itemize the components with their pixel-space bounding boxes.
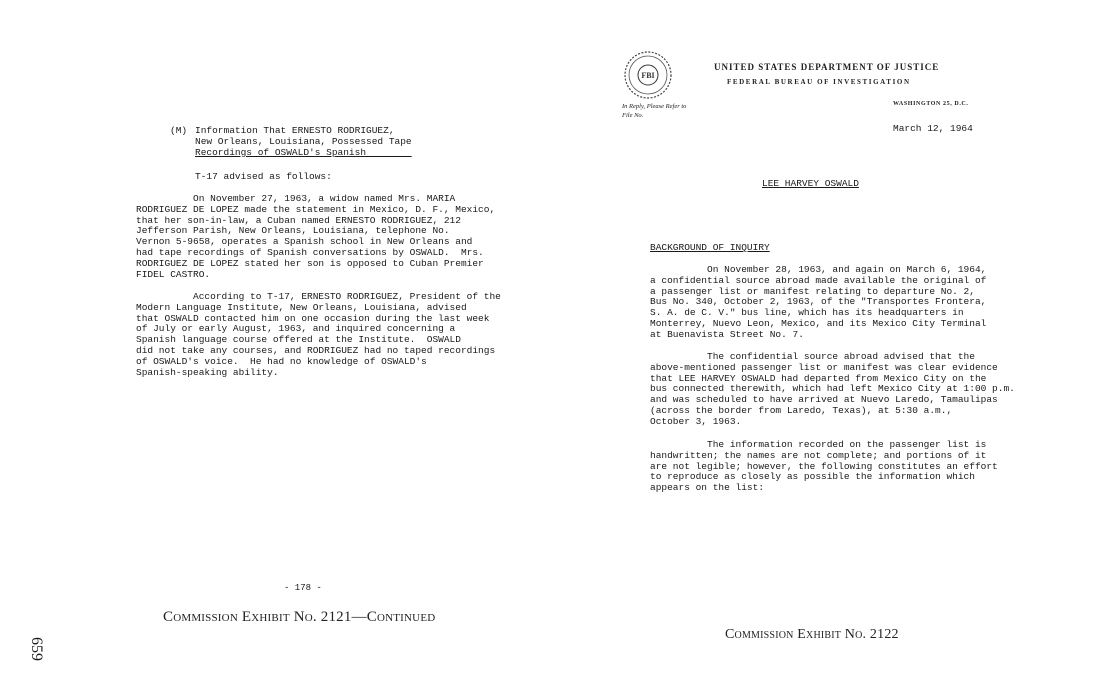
text-line: Vernon 5-9658, operates a Spanish school in New Orleans and xyxy=(136,236,473,248)
intro-line: T-17 advised as follows: xyxy=(195,171,332,182)
section-heading: BACKGROUND OF INQUIRY xyxy=(650,242,770,253)
text-line: On November 27, 1963, a widow named Mrs. MARIA xyxy=(136,193,456,204)
text-line: (across the border from Laredo, Texas), at 5:30 a.m., xyxy=(650,404,953,416)
section-heading xyxy=(195,126,412,158)
text-line: are not legible; however, the following constitutes an effort xyxy=(650,460,998,472)
text-line: Modern Language Institute, New Orleans, Louisiana, advised xyxy=(136,301,467,313)
reply-note-line: File No. xyxy=(622,112,644,119)
seal-text: FBI xyxy=(641,71,655,80)
fbi-seal-icon xyxy=(623,50,673,100)
text-line: and was scheduled to have arrived at Nuevo Laredo, Tamaulipas xyxy=(650,394,998,406)
text-line: Bus No. 340, October 2, 1963, of the "Transportes Frontera, xyxy=(650,296,987,308)
bureau-title: FEDERAL BUREAU OF INVESTIGATION xyxy=(727,78,911,86)
text-line: S. A. de C. V." bus line, which has its headquarters in xyxy=(650,307,964,319)
text-line: that her son-in-law, a Cuban named ERNESTO RODRIGUEZ, 212 xyxy=(136,214,461,226)
text-line: RODRIGUEZ DE LOPEZ made the statement in Mexico, D. F., Mexico, xyxy=(136,203,496,215)
page-number: - 178 - xyxy=(284,583,322,593)
department-title: UNITED STATES DEPARTMENT OF JUSTICE xyxy=(714,62,940,72)
paragraph xyxy=(650,352,1015,428)
text-line: Jefferson Parish, New Orleans, Louisiana, telephone No. xyxy=(136,225,450,237)
text-line: The information recorded on the passenger list is xyxy=(650,439,987,450)
text-line: a confidential source abroad made available the original of xyxy=(650,274,987,286)
text-line: Information That ERNESTO RODRIGUEZ, xyxy=(195,125,395,136)
text-line: FIDEL CASTRO. xyxy=(136,268,211,280)
reply-note-line: In Reply, Please Refer to xyxy=(622,103,687,110)
section-marker: (M) xyxy=(170,125,188,136)
text-line: According to T-17, ERNESTO RODRIGUEZ, President of the xyxy=(136,291,501,302)
text-line: to reproduce as closely as possible the information which xyxy=(650,471,975,483)
exhibit-label: Commission Exhibit No. 2122 xyxy=(725,627,899,642)
text-line: a passenger list or manifest relating to departure No. 2, xyxy=(650,285,975,297)
paragraph xyxy=(136,292,501,378)
text-line: The confidential source abroad advised that the xyxy=(650,351,975,362)
text-line: Spanish language course offered at the Institute. OSWALD xyxy=(136,334,461,346)
paragraph xyxy=(650,440,998,494)
text-line: appears on the list: xyxy=(650,482,765,494)
subject-title: LEE HARVEY OSWALD xyxy=(762,178,859,189)
text-line: October 3, 1963. xyxy=(650,415,742,427)
text-line: above-mentioned passenger list or manifest was clear evidence xyxy=(650,361,998,373)
text-line: that LEE HARVEY OSWALD had departed from Mexico City on the xyxy=(650,372,987,384)
text-line: that OSWALD contacted him on one occasion during the last week xyxy=(136,312,490,324)
text-line: handwritten; the names are not complete; and portions of it xyxy=(650,449,987,461)
reply-note xyxy=(622,102,686,120)
letter-date: March 12, 1964 xyxy=(893,123,973,134)
text-line: of July or early August, 1963, and inquired concerning a xyxy=(136,323,456,335)
text-line: RODRIGUEZ DE LOPEZ stated her son is opposed to Cuban Premier xyxy=(136,257,484,269)
volume-page-number: 659 xyxy=(28,637,45,661)
text-line: Monterrey, Nuevo Leon, Mexico, and its Mexico City Terminal xyxy=(650,317,987,329)
text-line: of OSWALD's voice. He had no knowledge of OSWALD's xyxy=(136,355,427,367)
text-line: had tape recordings of Spanish conversations by OSWALD. Mrs. xyxy=(136,246,484,258)
text-line: Recordings of OSWALD's Spanish xyxy=(195,146,412,158)
paragraph xyxy=(136,194,495,280)
paragraph xyxy=(650,265,986,341)
text-line: did not take any courses, and RODRIGUEZ had no taped recordings xyxy=(136,344,496,356)
text-line: bus connected therewith, which had left Mexico City at 1:00 p.m. xyxy=(650,383,1015,395)
text-line: at Buenavista Street No. 7. xyxy=(650,328,804,340)
text-line: Spanish-speaking ability. xyxy=(136,366,279,378)
text-line: New Orleans, Louisiana, Possessed Tape xyxy=(195,135,412,147)
text-line: On November 28, 1963, and again on March 6, 1964, xyxy=(650,264,987,275)
location: WASHINGTON 25, D.C. xyxy=(893,101,969,107)
exhibit-label: Commission Exhibit No. 2121—Continued xyxy=(163,609,436,625)
